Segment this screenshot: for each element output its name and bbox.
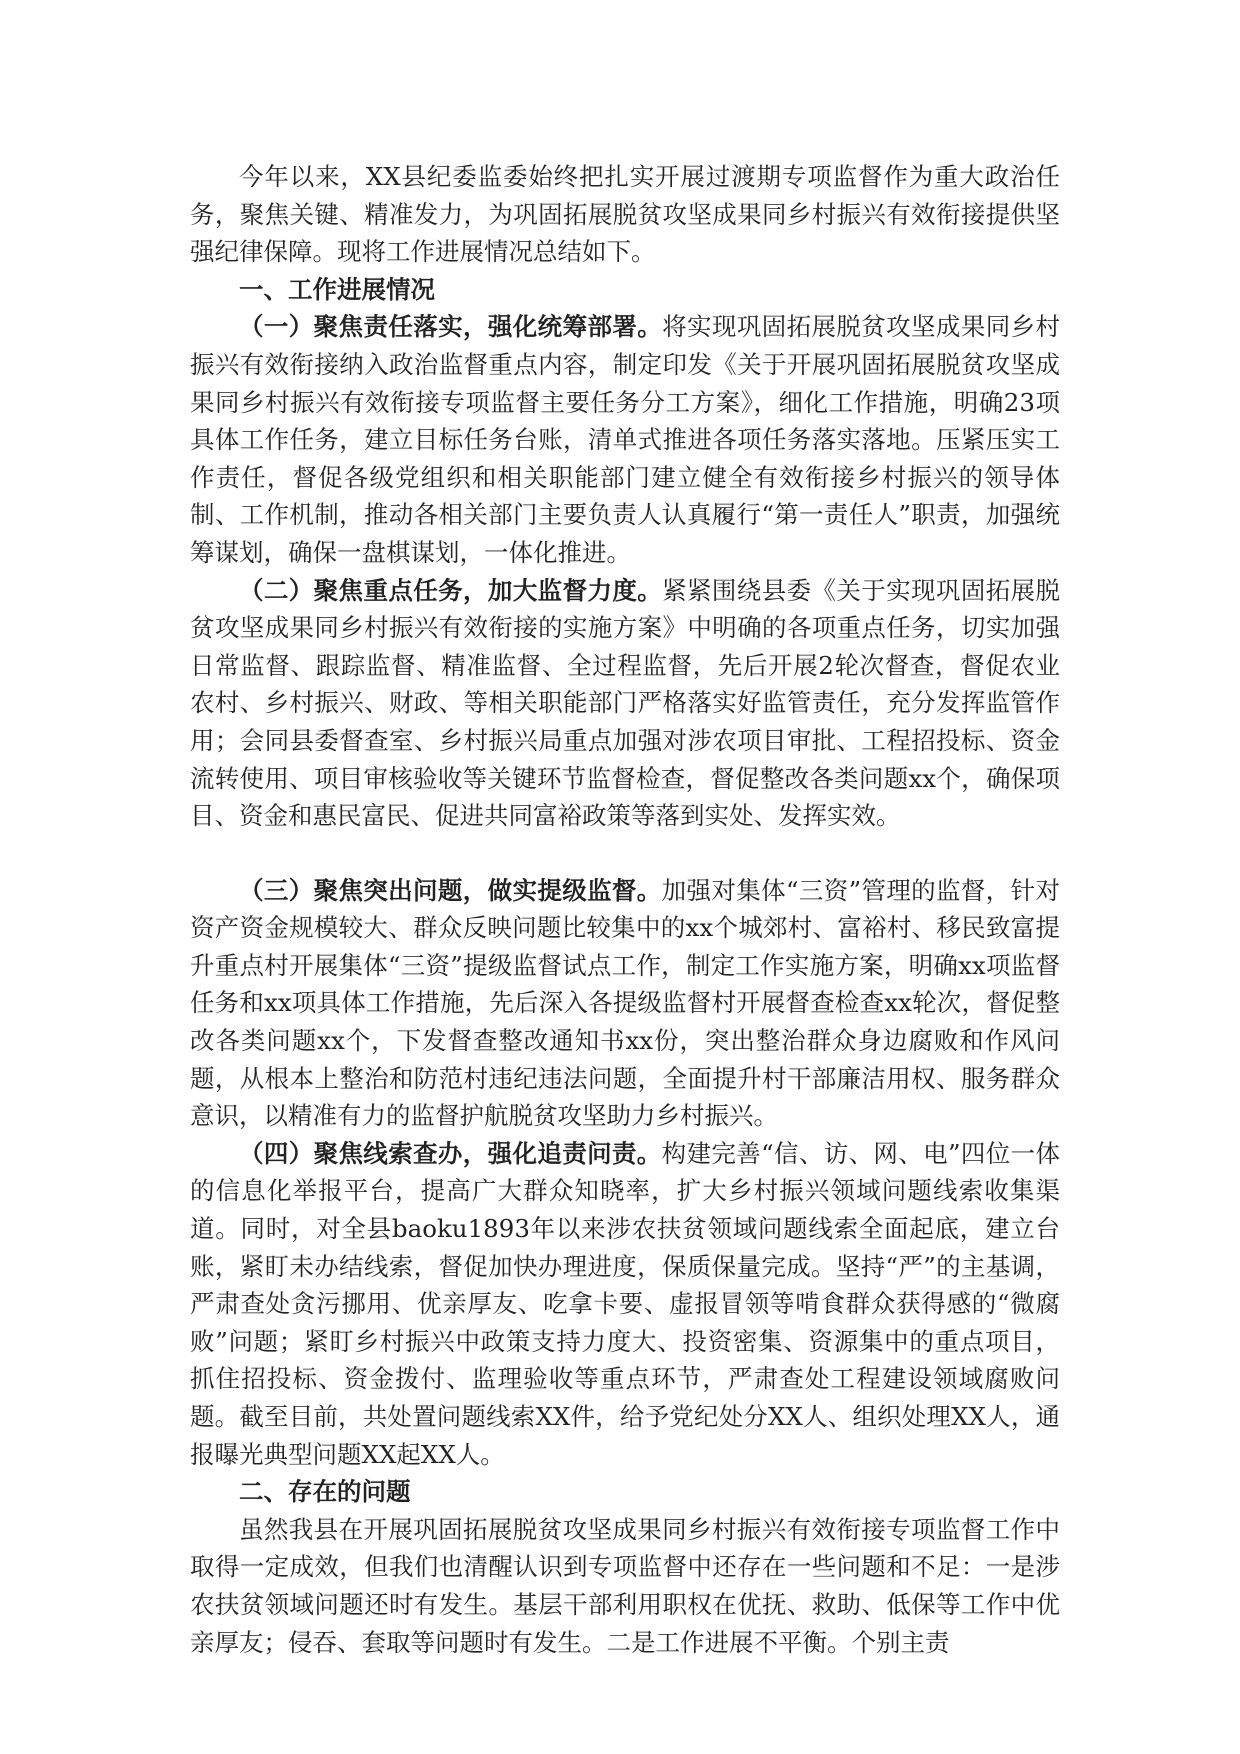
item-lead-4: （四）聚焦线索查办，强化追责问责。 bbox=[239, 1138, 662, 1168]
item-body-4: 构建完善“信、访、网、电”四位一体的信息化举报平台，提高广大群众知晓率，扩大乡村振兴领域问题线索收集渠道。同时，对全县baoku1893年以来涉农扶贫领域问题线索全面起底，建立台账，紧盯未办结线索，督促加快办理进度，保质保量完成。坚持“严”的主基调，严肃查处贪污挪用、优亲厚友、吃拿卡要、虚报冒领等啃食群众获得感的“微腐败”问题；紧盯乡村振兴中政策支持力度大、投资密集、资源集中的重点项目，抓住招投标、资金拨付、监理验收等重点环节，严肃查处工程建设领域腐败问题。截至目前，共处置问题线索XX件，给予党纪处分XX人、组织处理XX人，通报曝光典型问题XX起XX人。 bbox=[190, 1138, 1060, 1469]
section-heading-progress: 一、工作进展情况 bbox=[239, 274, 435, 304]
problems-paragraph: 虽然我县在开展巩固拓展脱贫攻坚成果同乡村振兴有效衔接专项监督工作中取得一定成效，但我们也清醒认识到专项监督中还存在一些问题和不足：一是涉农扶贫领域问题还时有发生。基层干部利用职权在优抚、救助、低保等工作中优亲厚友；侵吞、套取等问题时有发生。二是工作进展不平衡。个别主责 bbox=[190, 1514, 1060, 1657]
intro-paragraph: 今年以来，XX县纪委监委始终把扎实开展过渡期专项监督作为重大政治任务，聚焦关键、精准发力，为巩固拓展脱贫攻坚成果同乡村振兴有效衔接提供坚强纪律保障。现将工作进展情况总结如下。 bbox=[190, 162, 1060, 267]
item-paragraph-4 bbox=[190, 1135, 1060, 1473]
item-body-1: 将实现巩固拓展脱贫攻坚成果同乡村振兴有效衔接纳入政治监督重点内容，制定印发《关于开展巩固拓展脱贫攻坚成果同乡村振兴有效衔接专项监督主要任务分工方案》，细化工作措施，明确23项具体工作任务，建立目标任务台账，清单式推进各项任务落实落地。压紧压实工作责任，督促各级党组织和相关职能部门建立健全有效衔接乡村振兴的领导体制、工作机制，推动各相关部门主要负责人认真履行“第一责任人”职责，加强统筹谋划，确保一盘棋谋划，一体化推进。 bbox=[190, 312, 1060, 567]
section-heading-problems: 二、存在的问题 bbox=[239, 1477, 411, 1507]
document-body bbox=[190, 158, 1060, 1661]
item-paragraph-3 bbox=[190, 872, 1060, 1135]
item-paragraph-2 bbox=[190, 572, 1060, 835]
item-body-3: 加强对集体“三资”管理的监督，针对资产资金规模较大、群众反映问题比较集中的xx个城郊村、富裕村、移民致富提升重点村开展集体“三资”提级监督试点工作，制定工作实施方案，明确xx项监督任务和xx项具体工作措施，先后深入各提级监督村开展督查检查xx轮次，督促整改各类问题xx个，下发督查整改通知书xx份，突出整治群众身边腐败和作风问题，从根本上整治和防范村违纪违法问题，全面提升村干部廉洁用权、服务群众意识，以精准有力的监督护航脱贫攻坚助力乡村振兴。 bbox=[190, 875, 1060, 1131]
item-lead-3: （三）聚焦突出问题，做实提级监督。 bbox=[239, 875, 662, 905]
item-paragraph-1 bbox=[190, 308, 1060, 571]
item-lead-1: （一）聚焦责任落实，强化统筹部署。 bbox=[239, 312, 663, 342]
item-body-2: 紧紧围绕县委《关于实现巩固拓展脱贫攻坚成果同乡村振兴有效衔接的实施方案》中明确的各项重点任务，切实加强日常监督、跟踪监督、精准监督、全过程监督，先后开展2轮次督查，督促农业农村、乡村振兴、财政、等相关职能部门严格落实好监管责任，充分发挥监管作用；会同县委督查室、乡村振兴局重点加强对涉农项目审批、工程招投标、资金流转使用、项目审核验收等关键环节监督检查，督促整改各类问题xx个，确保项目、资金和惠民富民、促进共同富裕政策等落到实处、发挥实效。 bbox=[190, 575, 1060, 831]
item-lead-2: （二）聚焦重点任务，加大监督力度。 bbox=[239, 575, 663, 605]
